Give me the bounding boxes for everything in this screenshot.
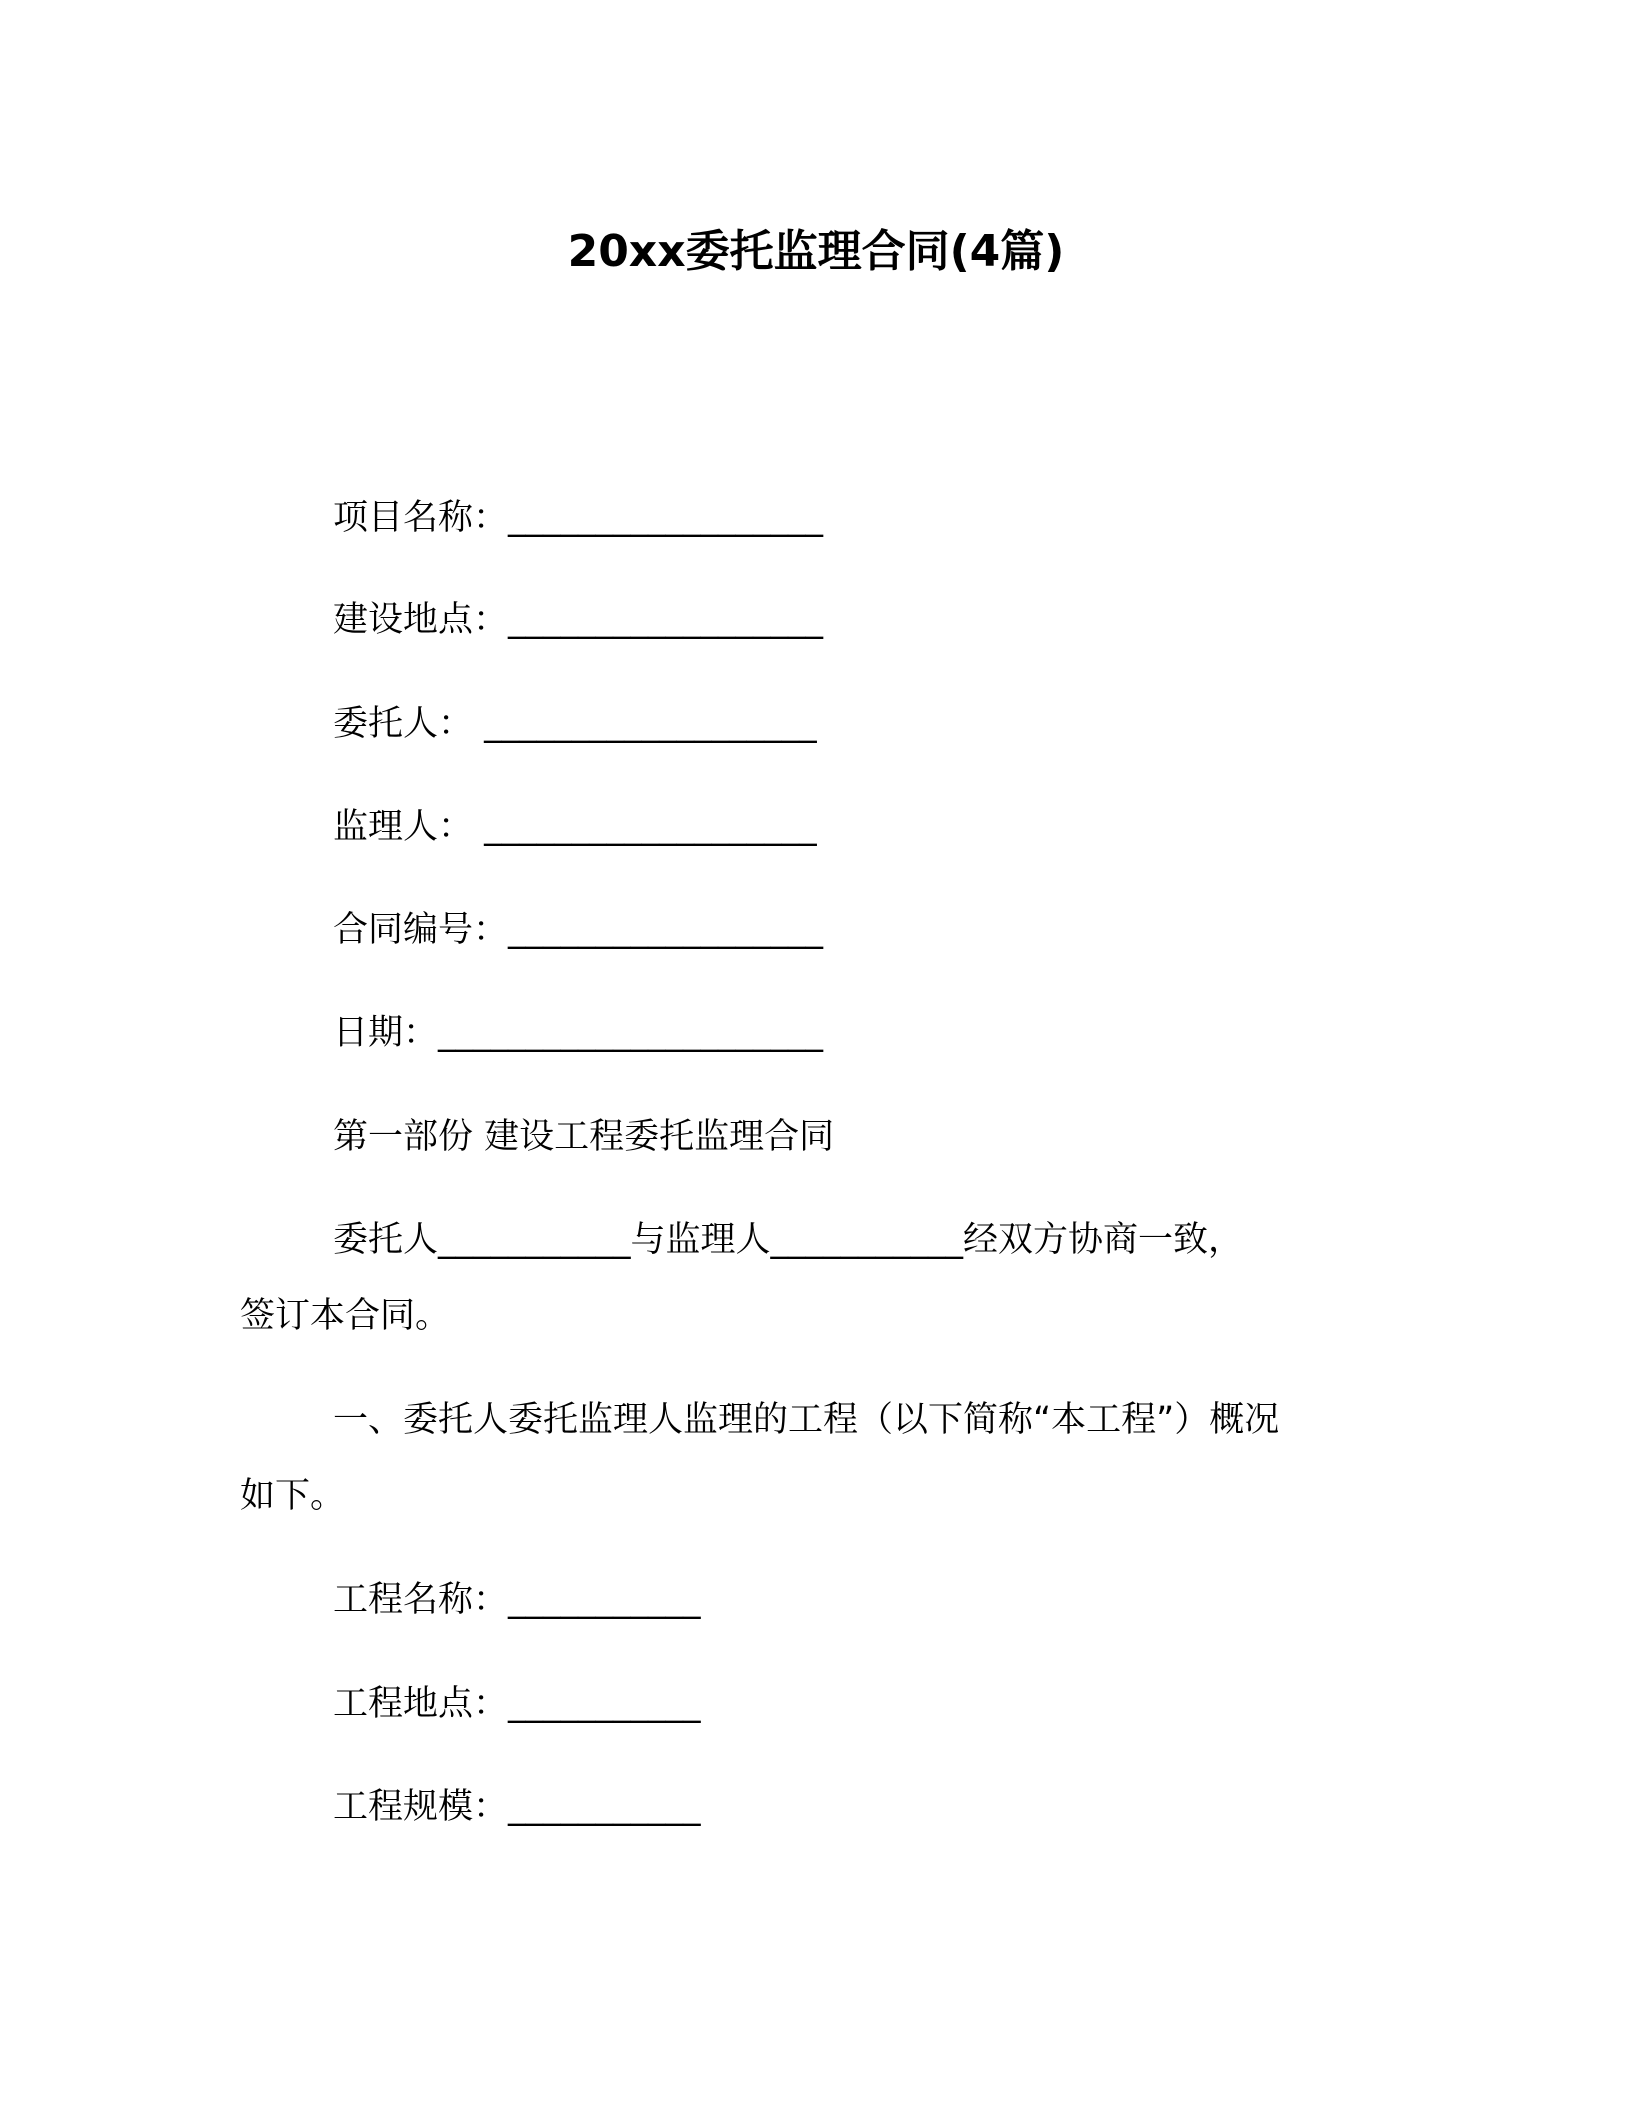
document-title: 20xx委托监理合同(4篇) xyxy=(567,226,1065,277)
field-label: 工程规模： xyxy=(333,1787,509,1827)
field-contract-no xyxy=(333,906,823,954)
field-supervisor xyxy=(333,803,817,851)
field-label: 监理人： xyxy=(333,807,474,847)
field-blank: __________________ xyxy=(508,910,824,950)
field-construction-site xyxy=(333,596,823,644)
field-blank: ___________ xyxy=(508,1684,701,1724)
field-label: 项目名称： xyxy=(333,498,509,538)
agreement-line-1: 委托人___________与监理人___________经双方协商一致， xyxy=(333,1220,1244,1260)
field-project-scale xyxy=(333,1783,701,1831)
field-blank: ___________ xyxy=(508,1580,701,1620)
field-label: 日期： xyxy=(333,1013,439,1053)
field-label: 工程地点： xyxy=(333,1684,509,1724)
field-project-name xyxy=(333,494,823,542)
field-label: 委托人： xyxy=(333,704,474,744)
clause-one-line-1: 一、委托人委托监理人监理的工程（以下简称“本工程”）概况 xyxy=(333,1400,1280,1440)
field-label: 工程名称： xyxy=(333,1580,509,1620)
field-client xyxy=(333,700,817,748)
agreement-line-2: 签订本合同。 xyxy=(240,1296,451,1336)
field-label: 建设地点： xyxy=(333,600,509,640)
field-blank: ___________ xyxy=(508,1787,701,1827)
part-one-heading: 第一部份 建设工程委托监理合同 xyxy=(333,1117,835,1157)
field-blank: __________________ xyxy=(508,600,824,640)
field-project-location xyxy=(333,1680,701,1728)
field-date xyxy=(333,1009,823,1057)
field-label: 合同编号： xyxy=(333,910,509,950)
field-blank: ___________________ xyxy=(473,807,817,847)
clause-one-line-2: 如下。 xyxy=(240,1476,346,1516)
field-blank: ___________________ xyxy=(473,704,817,744)
field-blank: __________________ xyxy=(508,498,824,538)
field-project-name-2 xyxy=(333,1576,701,1624)
field-blank: ______________________ xyxy=(438,1013,824,1053)
